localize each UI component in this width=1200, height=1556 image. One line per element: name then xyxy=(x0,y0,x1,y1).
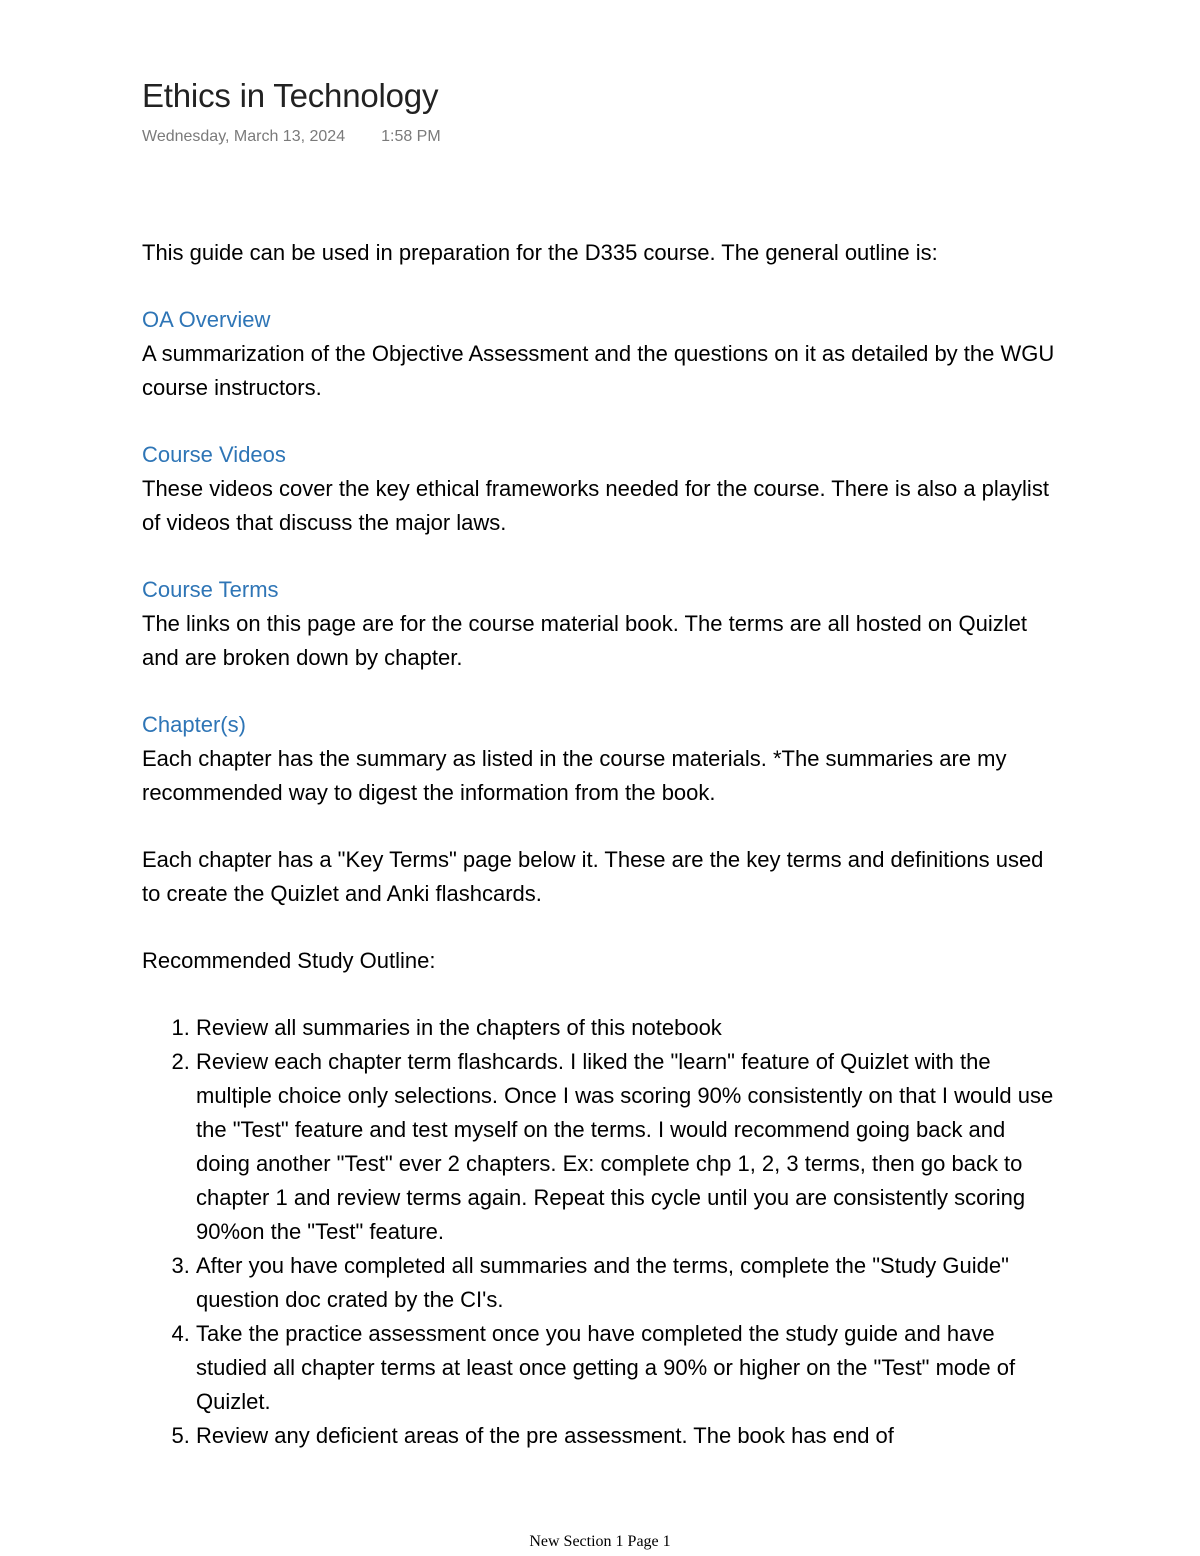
section-heading-course-terms: Course Terms xyxy=(142,577,279,602)
study-step: 1. Review all summaries in the chapters of this notebook xyxy=(196,1011,1062,1045)
section-heading-chapters: Chapter(s) xyxy=(142,712,246,737)
page-meta xyxy=(142,126,441,148)
section-text-course-terms: The links on this page are for the course material book. The terms are all hosted on Quizlet and are broken down by chapter. xyxy=(142,611,1027,670)
page-footer: New Section 1 Page 1 xyxy=(529,1533,671,1550)
section-text-chapters: Each chapter has the summary as listed in the course materials. *The summaries are my recommended way to digest the information from the book. xyxy=(142,746,1007,805)
page-date: Wednesday, March 13, 2024 xyxy=(142,128,346,145)
key-terms-note: Each chapter has a "Key Terms" page below it. These are the key terms and definitions used to create the Quizlet and Anki flashcards. xyxy=(142,847,1044,906)
study-step: 3. After you have completed all summaries and the terms, complete the "Study Guide" question doc crated by the CI's. xyxy=(196,1249,1062,1317)
study-outline-label: Recommended Study Outline: xyxy=(142,948,436,973)
section-heading-course-videos: Course Videos xyxy=(142,442,286,467)
section-heading-oa-overview: OA Overview xyxy=(142,307,271,332)
study-step: 4. Take the practice assessment once you have completed the study guide and have studied all chapter terms at least once getting a 90% or higher on the "Test" mode of Quizlet. xyxy=(196,1317,1062,1419)
section-text-course-videos: These videos cover the key ethical frameworks needed for the course. There is also a playlist of videos that discuss the major laws. xyxy=(142,476,1049,535)
study-step: 5. Review any deficient areas of the pre assessment. The book has end of xyxy=(196,1419,1062,1453)
study-outline-list xyxy=(142,1011,1062,1453)
page-time: 1:58 PM xyxy=(381,128,441,145)
section-text-oa-overview: A summarization of the Objective Assessment and the questions on it as detailed by the WGU course instructors. xyxy=(142,341,1055,400)
page-title: Ethics in Technology xyxy=(142,77,439,114)
study-step: 2. Review each chapter term flashcards. I liked the "learn" feature of Quizlet with the multiple choice only selections. Once I was scoring 90% consistently on that I would use the "Test" feature and test myself on the terms. I would recommend going back and doing another "Test" ever 2 chapters. Ex: complete chp 1, 2, 3 terms, then go back to chapter 1 and review terms again. Repeat this cycle until you are consistently scoring 90%on the "Test" feature. xyxy=(196,1045,1062,1249)
intro-text: This guide can be used in preparation for the D335 course. The general outline is: xyxy=(142,240,938,265)
note-body xyxy=(142,236,1062,1453)
